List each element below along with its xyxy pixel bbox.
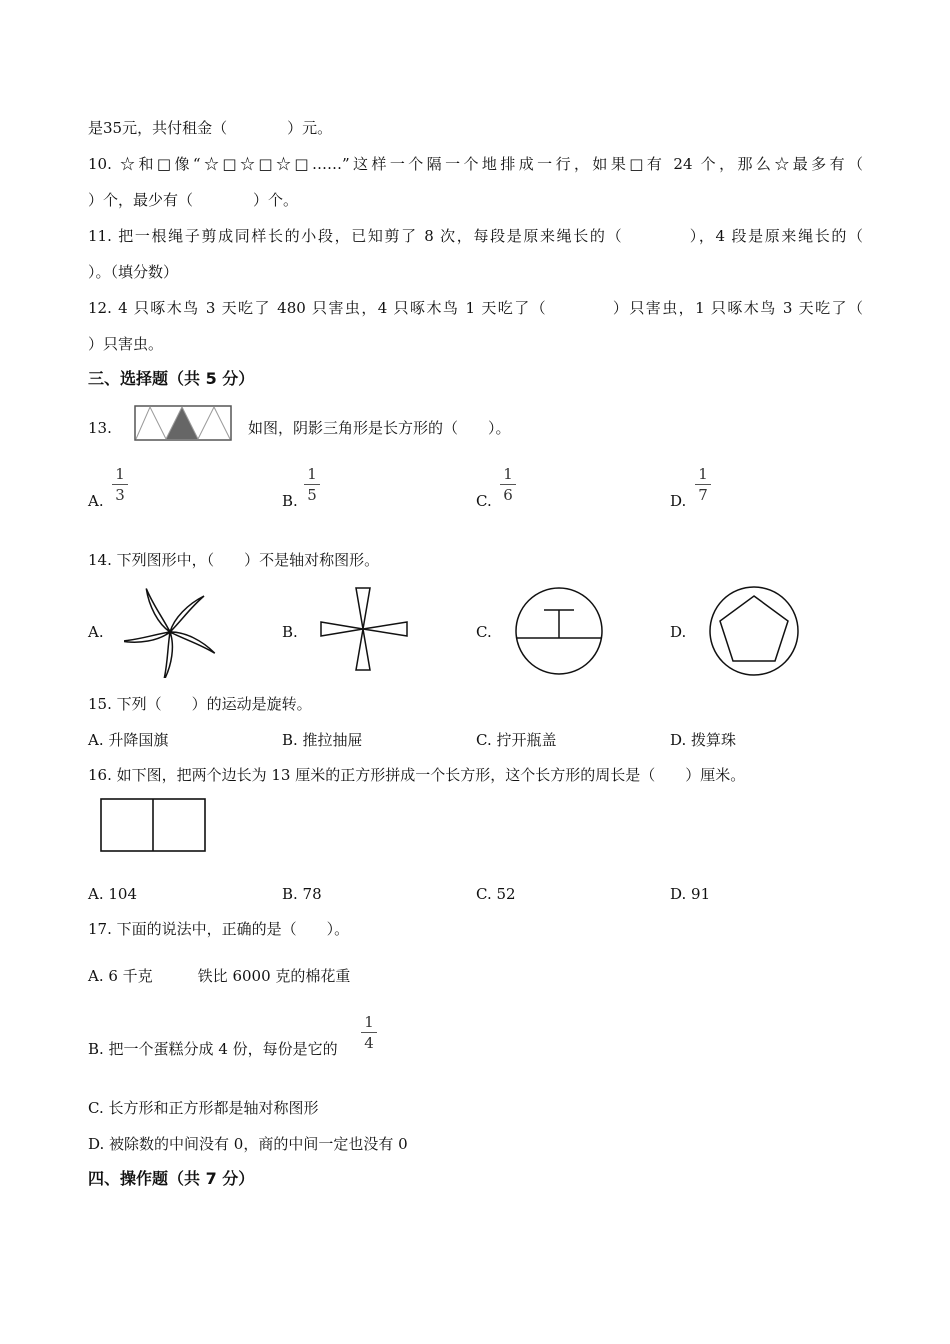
q14-option-b-cross-figure	[320, 587, 408, 671]
q13-rectangle-figure	[134, 405, 232, 441]
q16-option-a[interactable]: A. 104	[88, 885, 137, 903]
q12-line2: ）只害虫。	[88, 335, 164, 353]
q17-option-a[interactable]: A. 6 千克 铁比 6000 克的棉花重	[88, 967, 351, 985]
q13-stem: 如图，阴影三角形是长方形的（ ）。	[248, 419, 511, 437]
q13-option-d-label[interactable]: D.	[670, 492, 687, 510]
q14-option-c-circle-figure	[514, 586, 604, 676]
q17-option-c[interactable]: C. 长方形和正方形都是轴对称图形	[88, 1099, 319, 1117]
q9-tail: 是35元，共付租金（ ）元。	[88, 119, 333, 137]
q13-number: 13.	[88, 419, 112, 437]
q17-stem: 17. 下面的说法中，正确的是（ ）。	[88, 920, 350, 938]
q11-line1: 11. 把一根绳子剪成同样长的小段，已知剪了 8 次，每段是原来绳长的（ ），4 段是原来绳长的（	[88, 227, 863, 245]
q13-option-b-label[interactable]: B.	[282, 492, 298, 510]
q17-option-b[interactable]: B. 把一个蛋糕分成 4 份，每份是它的	[88, 1040, 338, 1058]
q10-line1: 10. ☆和□像“☆□☆□☆□……”这样一个隔一个地排成一行，如果□有 24 个，那么☆最多有（	[88, 155, 863, 173]
section4-title: 四、操作题（共 7 分）	[88, 1169, 255, 1188]
q13-option-a-label[interactable]: A.	[88, 492, 104, 510]
q17-option-d[interactable]: D. 被除数的中间没有 0，商的中间一定也没有 0	[88, 1135, 408, 1153]
q13-option-c-fraction: 1 6	[500, 466, 516, 503]
q16-two-squares-figure	[100, 798, 206, 852]
q10-line2: ）个，最少有（ ）个。	[88, 191, 299, 209]
q14-option-a-pinwheel-figure	[124, 586, 216, 678]
section3-title: 三、选择题（共 5 分）	[88, 369, 255, 388]
q14-option-d-label[interactable]: D.	[670, 623, 687, 641]
q14-option-a-label[interactable]: A.	[88, 623, 104, 641]
q13-option-c-label[interactable]: C.	[476, 492, 492, 510]
q16-option-c[interactable]: C. 52	[476, 885, 516, 903]
q15-option-d[interactable]: D. 拨算珠	[670, 731, 737, 749]
q16-option-b[interactable]: B. 78	[282, 885, 322, 903]
q14-option-c-label[interactable]: C.	[476, 623, 492, 641]
q13-option-b-fraction: 1 5	[304, 466, 320, 503]
q14-option-b-label[interactable]: B.	[282, 623, 298, 641]
q12-line1: 12. 4 只啄木鸟 3 天吃了 480 只害虫，4 只啄木鸟 1 天吃了（ ）只害虫，1 只啄木鸟 3 天吃了（	[88, 299, 863, 317]
q14-option-d-pentagon-figure	[708, 585, 800, 677]
q13-option-d-fraction: 1 7	[695, 466, 711, 503]
q13-option-a-fraction: 1 3	[112, 466, 128, 503]
q16-stem: 16. 如下图，把两个边长为 13 厘米的正方形拼成一个长方形，这个长方形的周长是（ ）厘米。	[88, 766, 746, 784]
q11-line2: ）。（填分数）	[88, 263, 179, 281]
q15-stem: 15. 下列（ ）的运动是旋转。	[88, 695, 312, 713]
q15-option-c[interactable]: C. 拧开瓶盖	[476, 731, 557, 749]
q15-option-b[interactable]: B. 推拉抽屉	[282, 731, 363, 749]
q14-stem: 14. 下列图形中，（ ）不是轴对称图形。	[88, 551, 380, 569]
q17-option-b-fraction: 1 4	[361, 1014, 377, 1051]
q16-option-d[interactable]: D. 91	[670, 885, 711, 903]
q15-option-a[interactable]: A. 升降国旗	[88, 731, 169, 749]
